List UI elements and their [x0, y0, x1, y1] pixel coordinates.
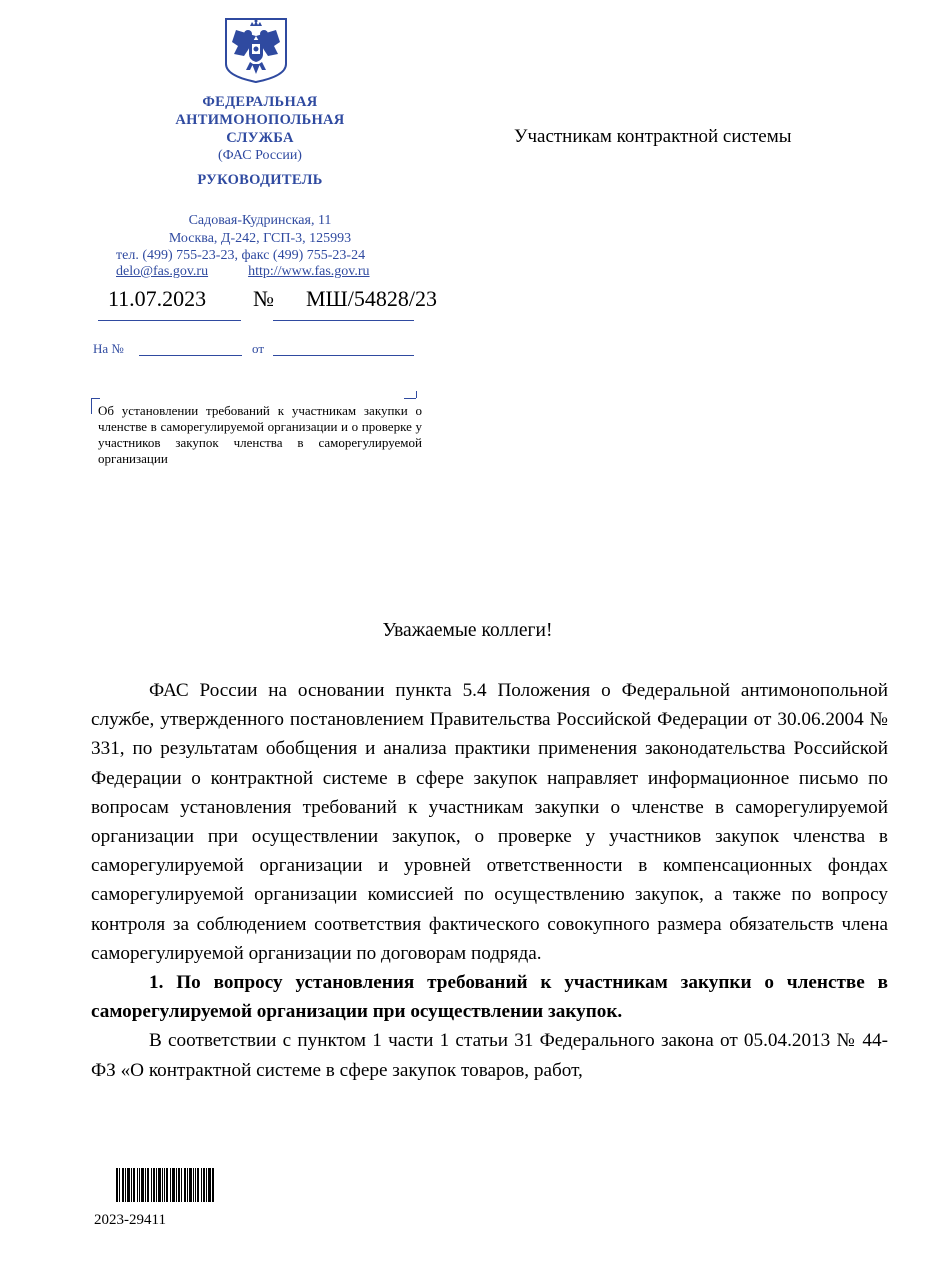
phone-line: тел. (499) 755-23-23, факс (499) 755-23-24 [116, 248, 366, 263]
body-paragraph-1: ФАС России на основании пункта 5.4 Положения о Федеральной антимонопольной службе, утвержденного постановлением Правительства Российской Федерации от 30.06.2004 № 331, по результатам обобщения и анализа практики применения законодательства Российской Федерации о контрактной системе в сфере закупок направляет информационное письмо по вопросам установления требований к участникам закупки о членстве в саморегулируемой организации при осуществлении закупок, о проверке у участников закупок членства в саморегулируемой организации и уровней ответственности в компенсационных фондах саморегулируемой организации комиссией по осуществлению закупок, а также по вопросу контроля за соблюдением соответствия фактического совокупного размера обязательств члена саморегулируемой организации по договорам подряда. [91, 680, 888, 964]
agency-name-line-3: СЛУЖБА [226, 130, 294, 146]
document-number: МШ/54828/23 [306, 286, 437, 311]
barcode-number: 2023-29411 [94, 1212, 166, 1228]
website-link[interactable]: http://www.fas.gov.ru [248, 264, 370, 279]
number-sign: № [253, 286, 274, 311]
reply-to-underline [139, 355, 242, 356]
document-date: 11.07.2023 [108, 286, 207, 311]
agency-short-name: (ФАС России) [218, 148, 302, 163]
reply-to-label: На № [93, 341, 124, 356]
subject-bracket-right [404, 398, 416, 399]
body-paragraph-2: В соответствии с пунктом 1 части 1 статьи 31 Федерального закона от 05.04.2013 № 44-ФЗ «О контрактной системе в сфере закупок товаров, работ, [91, 1030, 888, 1081]
recipient: Участникам контрактной системы [514, 126, 792, 147]
agency-name-line-2: АНТИМОНОПОЛЬНАЯ [175, 112, 345, 128]
date-underline [98, 320, 241, 321]
from-underline [273, 355, 414, 356]
barcode-icon [116, 1168, 214, 1202]
from-label: от [252, 341, 265, 356]
subject-text: Об установлении требований к участникам закупки о членстве в саморегулируемой организации и о проверке у участников закупок членства в саморегулируемой организации [98, 403, 422, 466]
section-1-heading: 1. По вопросу установления требований к участникам закупки о членстве в саморегулируемой организации при осуществлении закупок. [91, 972, 888, 1023]
agency-name-line-1: ФЕДЕРАЛЬНАЯ [202, 94, 318, 110]
position-title: РУКОВОДИТЕЛЬ [197, 172, 323, 188]
russian-coat-of-arms-icon [222, 16, 290, 84]
address-line-1: Садовая-Кудринская, 11 [188, 213, 332, 228]
email-link[interactable]: delo@fas.gov.ru [116, 264, 209, 279]
letter-body [91, 676, 888, 1085]
greeting: Уважаемые коллеги! [382, 620, 553, 641]
contact-links [116, 264, 370, 280]
number-underline [273, 320, 414, 321]
subject-bracket-right-tick [416, 391, 417, 398]
address-line-2: Москва, Д-242, ГСП-3, 125993 [168, 231, 352, 246]
